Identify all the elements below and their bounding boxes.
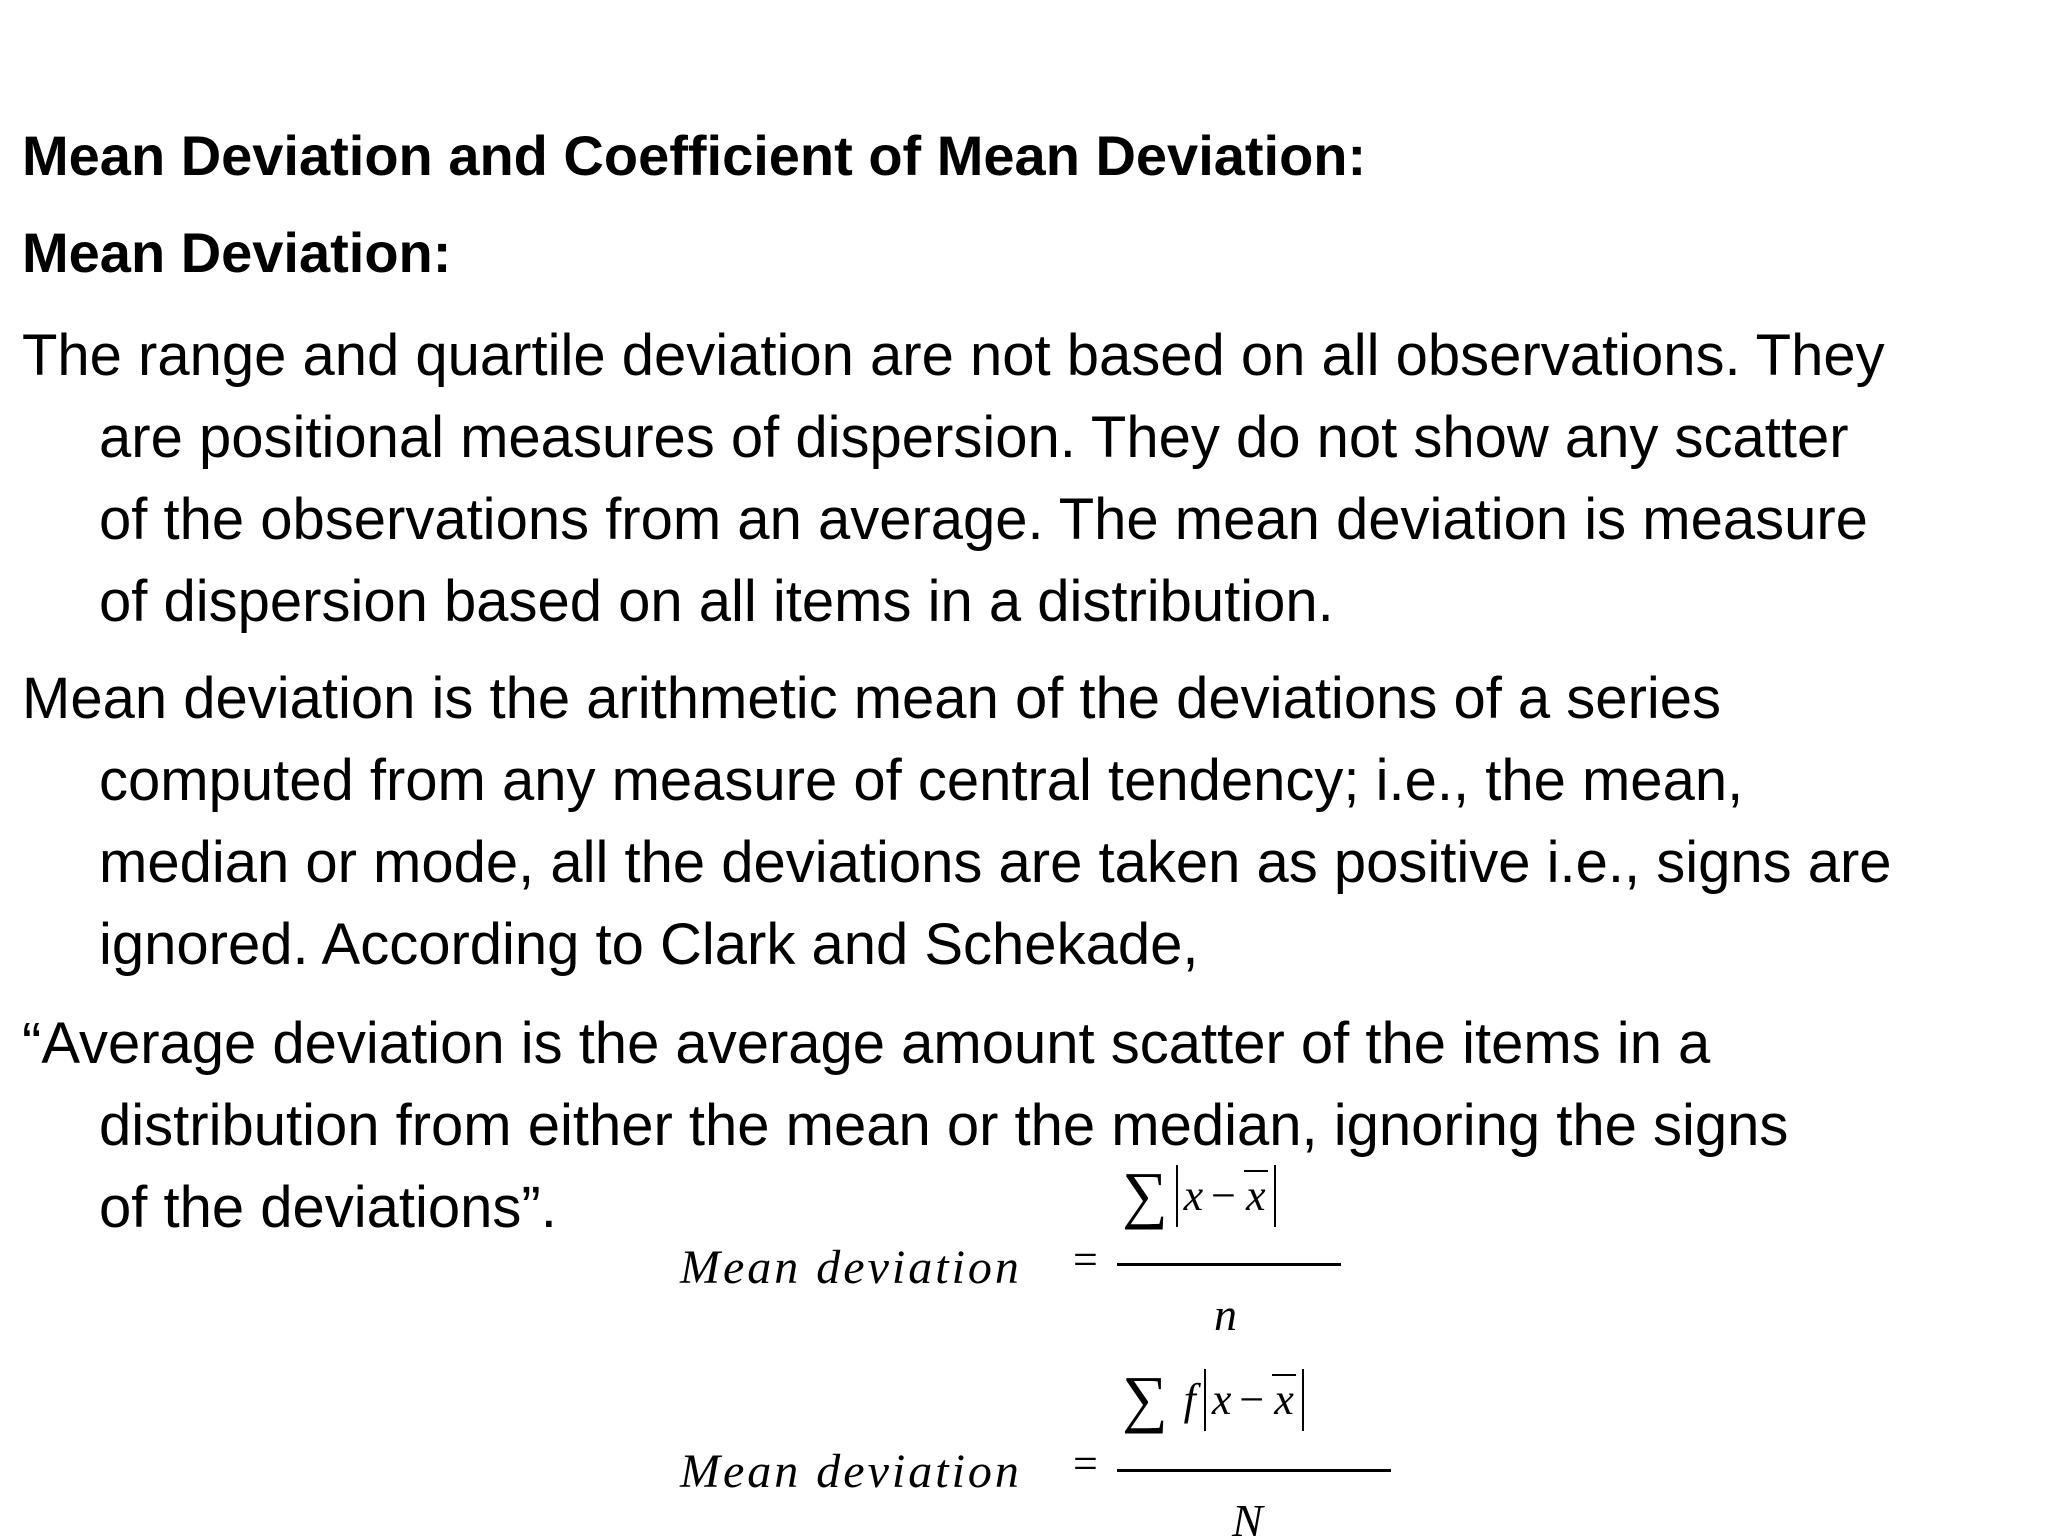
- formula-lhs: Mean deviation: [680, 1445, 1022, 1498]
- paragraph-line: ignored. According to Clark and Schekade,: [99, 912, 1199, 977]
- paragraph-line: “Average deviation is the average amount scatter of the items in a: [22, 1011, 1711, 1076]
- variable-x: x: [1211, 1375, 1232, 1424]
- paragraph-line: Mean deviation is the arithmetic mean of the deviations of a series: [22, 666, 1722, 731]
- variable-f: f: [1183, 1375, 1196, 1424]
- slide-title: Mean Deviation and Coefficient of Mean Deviation:: [22, 124, 1367, 187]
- paragraph-line: median or mode, all the deviations are taken as positive i.e., signs are: [99, 830, 1892, 895]
- paragraph-line: computed from any measure of central tendency; i.e., the mean,: [99, 748, 1744, 813]
- minus-sign: −: [1211, 1171, 1236, 1220]
- mean-x-bar: x: [1245, 1171, 1266, 1220]
- sigma-symbol: ∑: [1122, 1363, 1168, 1434]
- equals-sign: =: [1073, 1235, 1098, 1284]
- paragraph-line: of the deviations”.: [99, 1175, 557, 1240]
- equals-sign: =: [1073, 1439, 1098, 1488]
- sigma-symbol: ∑: [1122, 1159, 1168, 1230]
- formula-numerator: [1122, 1362, 1304, 1436]
- paragraph-line: are positional measures of dispersion. They do not show any scatter: [99, 405, 1849, 470]
- formula-denominator: N: [1232, 1495, 1263, 1536]
- section-heading: Mean Deviation:: [22, 221, 452, 284]
- absolute-value: [1204, 1369, 1304, 1431]
- paragraph-line: The range and quartile deviation are not based on all observations. They: [22, 323, 1885, 388]
- formula-denominator: n: [1214, 1289, 1237, 1340]
- fraction-bar: [1117, 1469, 1391, 1472]
- paragraph-line: of the observations from an average. The mean deviation is measure: [99, 487, 1868, 552]
- variable-x: x: [1183, 1171, 1204, 1220]
- mean-x-bar: x: [1274, 1375, 1294, 1424]
- minus-sign: −: [1239, 1375, 1265, 1424]
- formula-lhs: Mean deviation: [680, 1241, 1022, 1294]
- paragraph-line: of dispersion based on all items in a distribution.: [99, 569, 1334, 634]
- paragraph-line: distribution from either the mean or the median, ignoring the signs: [99, 1093, 1789, 1158]
